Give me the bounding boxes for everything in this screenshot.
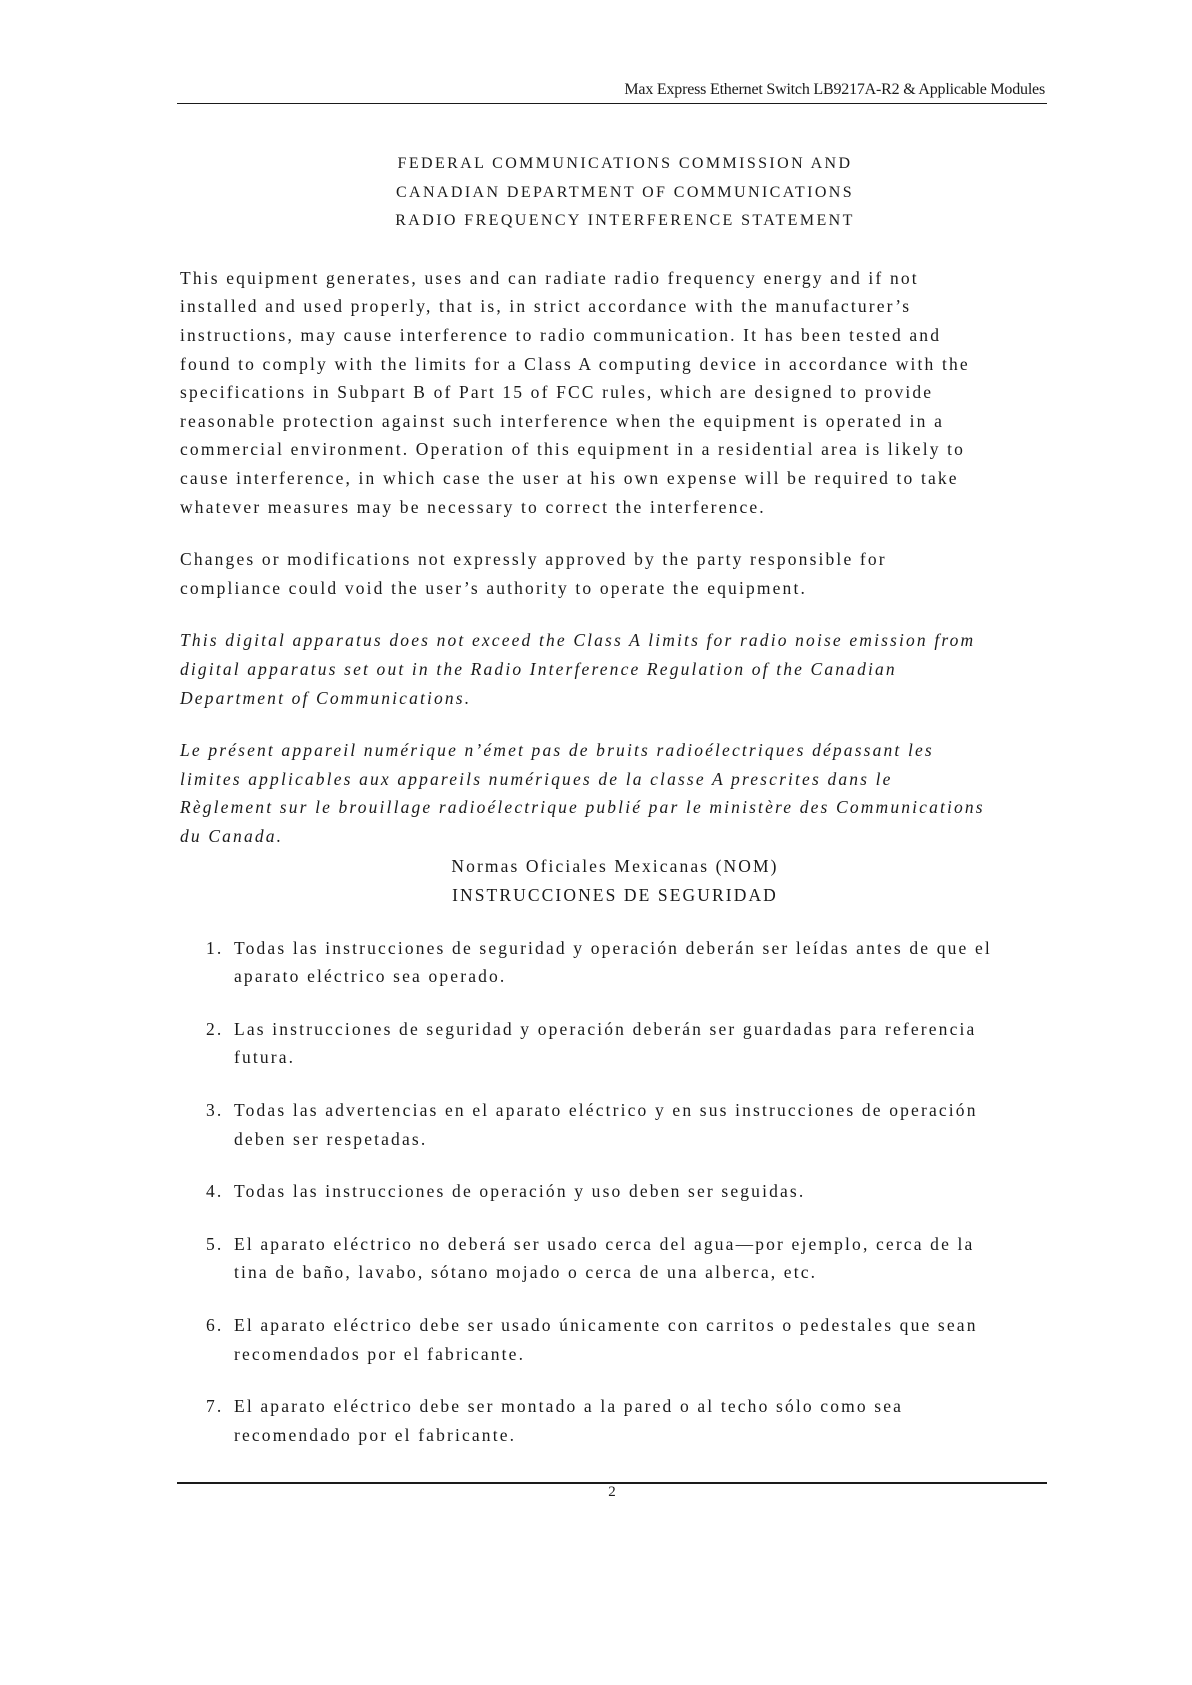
- list-item: [180, 1230, 1050, 1287]
- statement-heading-line: CANADIAN DEPARTMENT OF COMMUNICATIONS: [395, 183, 855, 201]
- text-line: deben ser respetadas.: [234, 1128, 428, 1149]
- text-line: recomendado por el fabricante.: [234, 1424, 517, 1445]
- statement-heading-line: RADIO FREQUENCY INTERFERENCE STATEMENT: [395, 212, 855, 230]
- nom-title: Normas Oficiales Mexicanas (NOM): [451, 856, 779, 877]
- list-item: [180, 1177, 1050, 1206]
- text-line: El aparato eléctrico no deberá ser usado cerca del agua—por ejemplo, cerca de la: [234, 1233, 975, 1254]
- text-line: El aparato eléctrico debe ser usado únicamente con carritos o pedestales que sean: [234, 1315, 978, 1335]
- running-header: Max Express Ethernet Switch LB9217A-R2 & Applicable Modules: [624, 81, 1045, 98]
- text-line: Todas las instrucciones de operación y uso deben ser seguidas.: [234, 1181, 806, 1202]
- text-line: whatever measures may be necessary to correct the interference.: [180, 496, 766, 517]
- page-number: 2: [608, 1484, 616, 1500]
- canada-french-paragraph: [180, 736, 1050, 850]
- nom-heading: [180, 852, 1050, 909]
- list-item-number: 4.: [206, 1181, 224, 1202]
- list-item-number: 6.: [206, 1315, 224, 1335]
- text-line: Changes or modifications not expressly approved by the party responsible for: [180, 549, 887, 570]
- text-line: aparato eléctrico sea operado.: [234, 966, 507, 987]
- nom-subtitle: INSTRUCCIONES DE SEGURIDAD: [452, 885, 778, 906]
- statement-heading-line: FEDERAL COMMUNICATIONS COMMISSION AND: [397, 155, 853, 172]
- list-item: [180, 1015, 1050, 1072]
- canada-english-paragraph: [180, 626, 1050, 712]
- list-item-number: 7.: [206, 1396, 224, 1417]
- text-line: Todas las advertencias en el aparato eléctrico y en sus instrucciones de operación: [234, 1100, 978, 1121]
- list-item: [180, 934, 1050, 991]
- list-item: [180, 1096, 1050, 1153]
- text-line: digital apparatus set out in the Radio Interference Regulation of the Canadian: [180, 658, 897, 679]
- statement-heading: [200, 150, 1050, 236]
- list-item-number: 5.: [206, 1233, 224, 1254]
- text-line: instructions, may cause interference to radio communication. It has been tested and: [180, 324, 942, 345]
- text-line: reasonable protection against such interference when the equipment is operated in a: [180, 410, 944, 431]
- text-line: limites applicables aux appareils numériques de la classe A prescrites dans le: [180, 768, 893, 789]
- safety-instructions-list: [180, 934, 1050, 1450]
- text-line: installed and used properly, that is, in strict accordance with the manufacturer’s: [180, 296, 912, 317]
- text-line: Règlement sur le brouillage radioélectrique publié par le ministère des Communications: [180, 797, 985, 818]
- text-line: commercial environment. Operation of this equipment in a residential area is likely to: [180, 439, 966, 460]
- text-line: El aparato eléctrico debe ser montado a la pared o al techo sólo como sea: [234, 1396, 904, 1417]
- text-line: recomendados por el fabricante.: [234, 1343, 526, 1364]
- list-item: [180, 1311, 1050, 1368]
- list-item-number: 2.: [206, 1018, 224, 1039]
- text-line: This digital apparatus does not exceed the Class A limits for radio noise emission from: [180, 630, 976, 651]
- text-line: specifications in Subpart B of Part 15 of FCC rules, which are designed to provide: [180, 382, 934, 403]
- text-line: cause interference, in which case the user at his own expense will be required to take: [180, 467, 959, 488]
- text-line: This equipment generates, uses and can radiate radio frequency energy and if not: [180, 267, 919, 288]
- text-line: Las instrucciones de seguridad y operación deberán ser guardadas para referencia: [234, 1018, 977, 1039]
- text-line: tina de baño, lavabo, sótano mojado o cerca de una alberca, etc.: [234, 1262, 818, 1283]
- header-rule: [177, 103, 1047, 104]
- text-line: du Canada.: [180, 825, 284, 846]
- text-line: Le présent appareil numérique n’émet pas de bruits radioélectriques dépassant les: [180, 740, 934, 761]
- fcc-paragraph: [180, 264, 1050, 521]
- text-line: Department of Communications.: [180, 687, 472, 708]
- text-line: Todas las instrucciones de seguridad y operación deberán ser leídas antes de que el: [234, 937, 992, 958]
- text-line: found to comply with the limits for a Class A computing device in accordance with the: [180, 353, 970, 374]
- text-line: compliance could void the user’s authority to operate the equipment.: [180, 577, 807, 598]
- changes-paragraph: [180, 545, 1050, 602]
- list-item-number: 3.: [206, 1100, 224, 1121]
- text-line: futura.: [234, 1047, 296, 1068]
- list-item: [180, 1392, 1050, 1449]
- page-content: [180, 150, 1050, 1473]
- list-item-number: 1.: [206, 937, 224, 958]
